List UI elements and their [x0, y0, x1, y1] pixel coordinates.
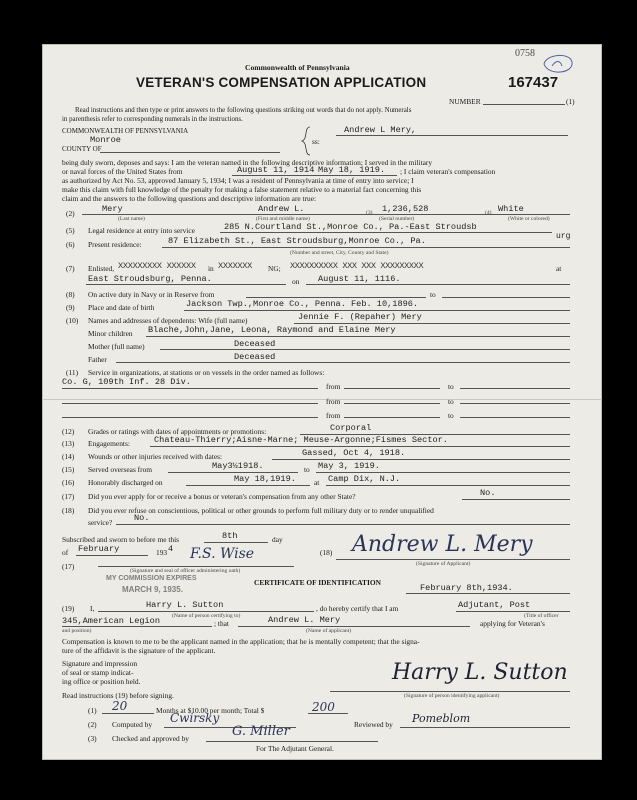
- certifier-name: Harry L. Sutton: [146, 600, 224, 610]
- checked-label: Checked and approved by: [112, 734, 189, 743]
- active-duty-from-line: [246, 297, 426, 298]
- ss-label: ss:: [312, 137, 320, 146]
- children-label: Minor children: [88, 329, 133, 338]
- form-title: VETERAN'S COMPENSATION APPLICATION: [136, 75, 427, 90]
- field-8-num: (8): [66, 290, 75, 299]
- county-line: [100, 152, 280, 153]
- active-duty-to-line: [442, 297, 570, 298]
- wife-line: [294, 323, 570, 324]
- enlisted-at-label: at: [556, 264, 562, 273]
- certificate-para-2: ture of the affidavit is the signature of the applicant.: [62, 646, 216, 655]
- that-label: ; that: [214, 619, 229, 628]
- service-to-date: May 18, 1919.: [318, 165, 386, 175]
- number-note: (1): [566, 97, 575, 106]
- handwritten-file-number: 0758: [515, 48, 535, 59]
- day-label: day: [272, 535, 283, 544]
- engagements-line: [150, 446, 570, 447]
- children-line: [146, 336, 570, 337]
- refusal-line: [116, 524, 570, 525]
- overseas-label: Served overseas from: [88, 465, 153, 474]
- oath-line-4: make this claim with full knowledge of the penalty for making a false statement relative to a material fact concerning this: [62, 185, 422, 194]
- service-from-label-3: from: [326, 411, 341, 420]
- identifier-caption: (Signature of person identifying applicant): [404, 693, 500, 699]
- applicant-sig-caption: (Signature of Applicant): [416, 561, 471, 567]
- instructions-line-2: in parenthesis refer to corresponding numerals in the instructions.: [62, 116, 243, 123]
- seal-label-1: Signature and impression: [62, 659, 138, 668]
- service-org-line-1: [62, 388, 318, 389]
- oath-line-1: being duly sworn, deposes and says: I am the veteran named in the following descriptive information; I served in the military: [62, 158, 433, 167]
- discharge-label: Honorably discharged on: [88, 478, 163, 487]
- note-4: (4): [485, 210, 492, 216]
- grades-value: Corporal: [330, 423, 372, 433]
- overseas-from-line: [168, 472, 298, 473]
- first-name-caption: (First and middle name): [256, 216, 310, 222]
- discharge-date: May 18,1919.: [234, 474, 296, 484]
- commonwealth-label: COMMONWEALTH OF PENNSYLVANIA: [62, 127, 189, 135]
- certify-text: , do hereby certify that I am: [316, 604, 399, 613]
- applicant-name-line: [336, 135, 568, 136]
- birth-value: Jackson Twp.,Monroe Co., Penna. Feb. 10,1896.: [186, 299, 419, 309]
- instructions-line-1: Read instructions and then type or print answers to the following questions striking out words that do not apply. Numerals: [75, 107, 412, 114]
- title-caption: (Title of officer: [524, 613, 559, 619]
- officer-signature: F.S. Wise: [190, 546, 255, 562]
- race: White: [498, 204, 524, 214]
- discharge-place: Camp Dix, N.J.: [328, 474, 401, 484]
- father-label: Father: [88, 355, 107, 364]
- mother-value: Deceased: [234, 339, 276, 349]
- applicant-signature: Andrew L. Mery: [352, 532, 533, 557]
- total-line: [308, 713, 348, 714]
- commonwealth-heading: Commonwealth of Pennsylvania: [245, 63, 350, 72]
- certificate-date-line: [406, 593, 570, 594]
- footer-num-1: (1): [88, 706, 97, 715]
- overseas-to-line: [316, 472, 570, 473]
- read-instructions-line: Read instructions (19) before signing.: [62, 691, 174, 700]
- engagements-label: Engagements:: [88, 439, 130, 448]
- enlisted-date-line: [306, 284, 570, 285]
- service-from-line-2: [344, 403, 440, 404]
- subscribed-month-line: [76, 555, 148, 556]
- certificate-applicant: Andrew L. Mery: [268, 615, 341, 625]
- certificate-applicant-line: [238, 626, 470, 627]
- enlisted-place-line: [86, 284, 286, 285]
- computed-label: Computed by: [112, 720, 153, 729]
- number-label: NUMBER: [449, 97, 481, 106]
- checked-line: [206, 741, 378, 742]
- checked-by: G. Miller: [232, 724, 290, 739]
- race-caption: (White or colored): [508, 216, 550, 222]
- overseas-to: May 3, 1919.: [318, 461, 380, 471]
- field-12-num: (12): [62, 427, 75, 436]
- children-names: Blache,John,Jane, Leona, Raymond and Elaine Mery: [148, 325, 396, 335]
- active-duty-label: On active duty in Navy or in Reserve from: [88, 290, 215, 299]
- certificate-date: February 8th,1934.: [420, 583, 513, 593]
- first-name: Andrew L.: [258, 204, 305, 214]
- struck-out-text-c: XXXXXXXXXX XXX XXX XXXXXXXXX: [290, 261, 424, 271]
- field-10-num: (10): [66, 316, 79, 325]
- field-17-num: (17): [62, 492, 75, 501]
- field-7-num: (7): [66, 264, 75, 273]
- identifier-signature: Harry L. Sutton: [392, 660, 568, 685]
- oath-line-5: claim and the answers to the following questions and descriptive information are true:: [62, 194, 317, 203]
- serial-number: 1,236,528: [382, 204, 429, 214]
- discharge-place-line: [326, 485, 570, 486]
- note-3: (3): [366, 210, 373, 216]
- subscribed-month: February: [78, 544, 120, 554]
- present-residence-caption: (Number and street, City, County and State): [290, 250, 389, 256]
- service-to-label-2: to: [448, 397, 454, 406]
- oath-line-2: or naval forces of the United States from: [62, 167, 183, 176]
- ng-label: NG;: [268, 264, 281, 273]
- service-from-line-3: [344, 417, 440, 418]
- wounds-value: Gassed, Oct 4, 1918.: [302, 448, 406, 458]
- reviewed-label: Reviewed by: [354, 720, 393, 729]
- footer-num-3: (3): [88, 734, 97, 743]
- subscribed-day: 8th: [222, 531, 238, 541]
- months-line: [102, 713, 154, 714]
- reviewed-line: [400, 727, 570, 728]
- reviewed-by: Pomeblom: [412, 712, 471, 725]
- service-to-label-1: to: [448, 382, 454, 391]
- year-digit: 4: [168, 544, 174, 554]
- certifier-org: 345,American Legion: [62, 616, 160, 626]
- field-18-num: (18): [62, 506, 75, 515]
- circled-pencil-mark: [540, 52, 576, 76]
- service-org-line-3: [62, 417, 318, 418]
- certificate-title: CERTIFICATE OF IDENTIFICATION: [254, 578, 381, 587]
- county-value: Monroe: [90, 135, 121, 145]
- birth-line: [184, 310, 570, 311]
- commission-stamp-line-1: MY COMMISSION EXPIRES: [106, 575, 197, 582]
- number-line: [483, 104, 565, 105]
- position-caption: and position): [62, 628, 92, 634]
- last-name-caption: (Last name): [118, 216, 145, 222]
- mother-label: Mother (full name): [88, 342, 145, 351]
- field-11-num: (11): [66, 368, 79, 377]
- wounds-label: Wounds or other injuries received with dates:: [88, 452, 223, 461]
- refusal-value: No.: [134, 513, 150, 523]
- field-16-num: (16): [62, 478, 75, 487]
- enlisted-on-label: on: [292, 277, 300, 286]
- commission-stamp-line-2: MARCH 9, 1935.: [122, 585, 183, 594]
- adjutant-general-label: For The Adjutant General.: [256, 744, 334, 753]
- overseas-from: May3½1918.: [212, 461, 264, 471]
- of-label: of: [62, 548, 69, 557]
- struck-out-text-a: XXXXXXXXX XXXXXX: [118, 261, 196, 271]
- applying-text: applying for Veteran's: [480, 619, 545, 628]
- birth-label: Place and date of birth: [88, 303, 155, 312]
- last-name: Mery: [102, 204, 123, 214]
- i-label: I,: [90, 604, 95, 613]
- field-6-num: (6): [66, 240, 75, 249]
- serial-caption: (Serial number): [379, 216, 415, 222]
- active-duty-to-label: to: [430, 290, 436, 299]
- service-to-line-3: [460, 417, 570, 418]
- service-to-line-2: [460, 403, 570, 404]
- legal-residence-label: Legal residence at entry into service: [88, 226, 195, 235]
- wife-name: Jennie F. (Repaher) Mery: [298, 312, 422, 322]
- certifier-caption: (Name of person certifying to): [172, 613, 241, 619]
- other-bonus-label: Did you ever apply for or receive a bonus or veteran's compensation from any other State?: [88, 492, 356, 501]
- overseas-to-label: to: [304, 465, 310, 474]
- oath-line-3: as authorized by Act No. 53, approved January 5, 1934; I was a resident of Pennsylvania at time of entry into service; I: [62, 176, 414, 185]
- service-org-line-2: [62, 403, 318, 404]
- father-line: [116, 362, 570, 363]
- oath-line-2b: ; I claim veteran's compensation: [400, 167, 496, 176]
- service-to-line-1: [460, 388, 570, 389]
- father-value: Deceased: [234, 352, 276, 362]
- discharge-at-label: at: [314, 478, 320, 487]
- refusal-label: Did you ever refuse on conscientious, political or other grounds to perform full military duty or to render unqualified: [88, 506, 434, 515]
- field-5-num: (5): [66, 226, 75, 235]
- present-residence-line: [162, 247, 570, 248]
- legal-residence-value: 285 N.Courtland St.,Monroe Co., Pa.-East Stroudsb: [224, 222, 477, 232]
- present-residence-label: Present residence:: [88, 240, 142, 249]
- grades-label: Grades or ratings with dates of appointments or promotions:: [88, 427, 267, 436]
- enlisted-date: August 11, 1116.: [318, 274, 401, 284]
- num-17: (17): [62, 562, 75, 571]
- other-bonus-line: [462, 499, 570, 500]
- num-19: (19): [62, 604, 75, 613]
- months-value: 20: [112, 699, 128, 713]
- legal-residence-cont: urg: [556, 232, 571, 241]
- subscribed-day-line: [204, 542, 268, 543]
- field-9-num: (9): [66, 303, 75, 312]
- mother-line: [160, 349, 570, 350]
- field-15-num: (15): [62, 465, 75, 474]
- subscribed-label: Subscribed and sworn to before me this: [62, 535, 179, 544]
- enlisted-place: East Stroudsburg, Penna.: [88, 274, 212, 284]
- field-2-num: (2): [66, 209, 75, 218]
- county-label: COUNTY OF: [62, 145, 102, 153]
- enlisted-in-label: in: [208, 264, 214, 273]
- officer-caption: (Signature and seal of officer administering oath): [130, 568, 241, 574]
- service-from-date: August 11, 1914: [237, 165, 315, 175]
- months-label: Months at $10.00 per month; Total $: [156, 706, 265, 715]
- dependents-label: Names and addresses of dependents: Wife (full name): [88, 316, 248, 325]
- refusal-label-2: service?: [88, 518, 113, 527]
- service-orgs-label: Service in organizations, at stations or on vessels in the order named as follows:: [88, 368, 325, 377]
- certifier-title: Adjutant, Post: [458, 600, 531, 610]
- service-from-label-2: from: [326, 397, 341, 406]
- applicant-name-top: Andrew L Mery,: [344, 125, 417, 135]
- year-prefix: 193: [156, 548, 168, 557]
- wounds-line: [272, 459, 570, 460]
- certificate-para-1: Compensation is known to me to be the applicant named in the application; that he is mentally competent; that the signa-: [62, 637, 420, 646]
- field-13-num: (13): [62, 439, 75, 448]
- discharge-date-line: [186, 485, 310, 486]
- service-org-1: Co. G, 109th Inf. 28 Div.: [62, 377, 191, 387]
- seal-label-3: ing office or position held.: [62, 677, 141, 686]
- enlisted-label: Enlisted,: [88, 264, 115, 273]
- computed-by: Cwirsky: [170, 711, 220, 725]
- service-from-label-1: from: [326, 382, 341, 391]
- num-18: (18): [320, 548, 333, 557]
- applicant-name-caption: (Name of applicant): [306, 628, 352, 634]
- fold-crease: [42, 399, 602, 400]
- other-bonus-value: No.: [480, 488, 496, 498]
- name-line: [82, 214, 570, 215]
- seal-label-2: of seal or stamp indicat-: [62, 668, 134, 677]
- footer-num-2: (2): [88, 720, 97, 729]
- engagements-value: Chateau-Thierry;Aisne-Marne; Meuse-Argonne;Fismes Sector.: [154, 435, 448, 445]
- service-from-line-1: [344, 388, 440, 389]
- total-value: 200: [312, 700, 335, 714]
- present-residence-value: 87 Elizabeth St., East Stroudsburg,Monroe Co., Pa.: [168, 236, 426, 246]
- field-14-num: (14): [62, 452, 75, 461]
- application-number: 167437: [508, 74, 559, 91]
- legal-residence-line: [220, 232, 552, 233]
- service-to-label-3: to: [448, 411, 454, 420]
- struck-out-text-b: XXXXXXX: [218, 261, 252, 271]
